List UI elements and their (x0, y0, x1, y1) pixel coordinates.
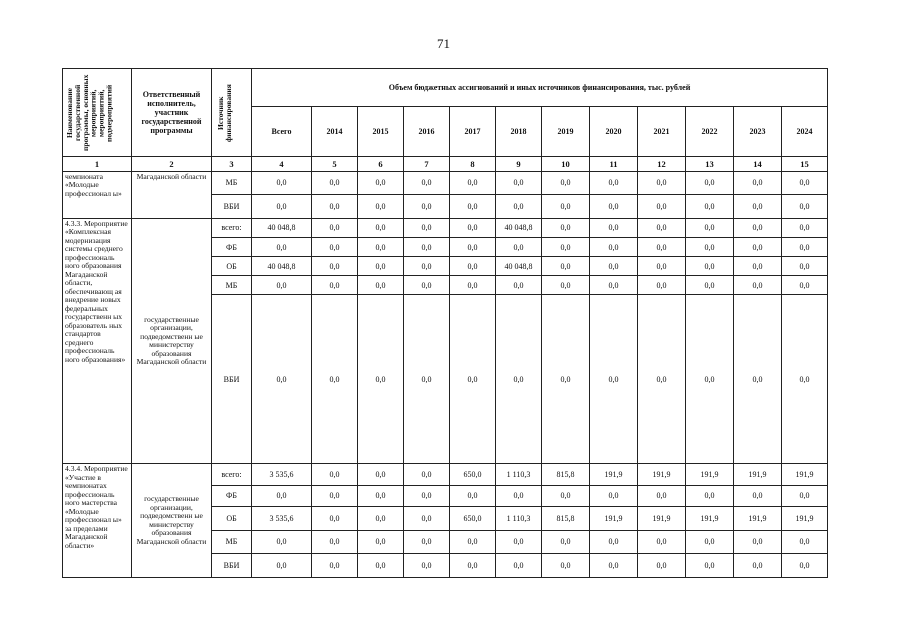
amount-year: 0,0 (590, 295, 638, 464)
amount-total: 0,0 (252, 195, 312, 219)
budget-table (62, 68, 828, 578)
amount-year: 0,0 (312, 195, 358, 219)
amount-year: 0,0 (312, 218, 358, 237)
amount-total: 0,0 (252, 295, 312, 464)
header-year: 2015 (358, 107, 404, 157)
amount-year: 0,0 (542, 238, 590, 257)
amount-year: 0,0 (686, 485, 734, 506)
amount-year: 0,0 (542, 257, 590, 276)
amount-year: 0,0 (496, 530, 542, 554)
header-total: Всего (252, 107, 312, 157)
amount-year: 0,0 (542, 485, 590, 506)
executor: Магаданской области (132, 171, 212, 218)
amount-year: 191,9 (782, 464, 828, 485)
amount-year: 40 048,8 (496, 218, 542, 237)
amount-year: 0,0 (450, 554, 496, 578)
amount-year: 0,0 (590, 276, 638, 295)
column-number: 14 (734, 157, 782, 172)
amount-year: 0,0 (686, 218, 734, 237)
amount-year: 0,0 (542, 171, 590, 195)
column-number: 6 (358, 157, 404, 172)
measure-name: чемпионата «Молодые профессионал ы» (63, 171, 132, 218)
amount-year: 0,0 (542, 295, 590, 464)
amount-year: 0,0 (404, 195, 450, 219)
amount-year: 0,0 (450, 276, 496, 295)
amount-year: 0,0 (404, 218, 450, 237)
amount-year: 0,0 (782, 257, 828, 276)
amount-year: 0,0 (542, 530, 590, 554)
amount-year: 0,0 (638, 295, 686, 464)
amount-year: 0,0 (450, 257, 496, 276)
table-row (63, 218, 828, 237)
amount-year: 815,8 (542, 464, 590, 485)
amount-year: 0,0 (734, 554, 782, 578)
column-number: 12 (638, 157, 686, 172)
amount-year: 0,0 (312, 530, 358, 554)
amount-year: 0,0 (358, 171, 404, 195)
page-number: 71 (437, 36, 450, 51)
amount-year: 1 110,3 (496, 506, 542, 530)
amount-year: 0,0 (358, 257, 404, 276)
funding-source: ВБИ (212, 195, 252, 219)
amount-year: 0,0 (496, 171, 542, 195)
amount-year: 0,0 (358, 295, 404, 464)
funding-source: ФБ (212, 238, 252, 257)
measure-name: 4.3.4. Мероприятие «Участие в чемпионатах профессиональ ного мастерства «Молодые профессионал ы» за пределами Магаданской области» (63, 464, 132, 578)
amount-total: 3 535,6 (252, 464, 312, 485)
amount-year: 0,0 (782, 195, 828, 219)
funding-source: МБ (212, 276, 252, 295)
funding-source: ФБ (212, 485, 252, 506)
funding-source: ВБИ (212, 295, 252, 464)
amount-year: 0,0 (496, 238, 542, 257)
amount-year: 0,0 (686, 238, 734, 257)
amount-year: 0,0 (638, 257, 686, 276)
header-year: 2020 (590, 107, 638, 157)
header-year: 2021 (638, 107, 686, 157)
header-year: 2023 (734, 107, 782, 157)
header-year: 2019 (542, 107, 590, 157)
funding-source: МБ (212, 171, 252, 195)
amount-year: 191,9 (638, 464, 686, 485)
column-number: 1 (63, 157, 132, 172)
amount-year: 1 110,3 (496, 464, 542, 485)
amount-total: 0,0 (252, 276, 312, 295)
amount-year: 0,0 (358, 464, 404, 485)
amount-year: 0,0 (404, 295, 450, 464)
column-number: 15 (782, 157, 828, 172)
amount-year: 0,0 (590, 171, 638, 195)
amount-year: 0,0 (450, 171, 496, 195)
amount-year: 0,0 (734, 238, 782, 257)
column-number: 10 (542, 157, 590, 172)
header-year: 2022 (686, 107, 734, 157)
amount-year: 0,0 (496, 554, 542, 578)
amount-year: 0,0 (358, 554, 404, 578)
amount-year: 191,9 (734, 464, 782, 485)
amount-year: 0,0 (638, 195, 686, 219)
measure-name: 4.3.3. Мероприятие «Комплексная модернизация системы среднего профессиональ ного образования Магаданской области, обеспечивающ ая внедрение новых федеральных государственн ых образователь ных стандартов среднего профессиональ ного образования» (63, 218, 132, 463)
amount-year: 0,0 (312, 171, 358, 195)
column-number-row (63, 157, 828, 172)
amount-year: 191,9 (590, 506, 638, 530)
amount-year: 0,0 (312, 276, 358, 295)
amount-year: 0,0 (734, 276, 782, 295)
amount-year: 815,8 (542, 506, 590, 530)
amount-year: 0,0 (782, 295, 828, 464)
amount-year: 0,0 (312, 257, 358, 276)
amount-year: 0,0 (734, 295, 782, 464)
amount-year: 0,0 (590, 238, 638, 257)
amount-year: 0,0 (638, 238, 686, 257)
amount-year: 0,0 (358, 195, 404, 219)
amount-total: 0,0 (252, 171, 312, 195)
header-source: Источник финансирования (212, 69, 252, 157)
amount-year: 0,0 (404, 276, 450, 295)
amount-year: 191,9 (686, 464, 734, 485)
amount-year: 0,0 (782, 171, 828, 195)
amount-total: 0,0 (252, 238, 312, 257)
amount-year: 0,0 (450, 195, 496, 219)
amount-total: 0,0 (252, 554, 312, 578)
amount-year: 0,0 (590, 257, 638, 276)
amount-year: 0,0 (404, 554, 450, 578)
amount-year: 0,0 (638, 171, 686, 195)
amount-year: 0,0 (312, 295, 358, 464)
amount-year: 0,0 (734, 530, 782, 554)
amount-year: 0,0 (638, 276, 686, 295)
header-year: 2024 (782, 107, 828, 157)
column-number: 4 (252, 157, 312, 172)
amount-year: 0,0 (686, 195, 734, 219)
amount-year: 40 048,8 (496, 257, 542, 276)
amount-year: 0,0 (686, 257, 734, 276)
amount-year: 0,0 (638, 218, 686, 237)
amount-year: 0,0 (496, 276, 542, 295)
amount-year: 0,0 (590, 485, 638, 506)
funding-source: всего: (212, 464, 252, 485)
header-year: 2018 (496, 107, 542, 157)
column-number: 13 (686, 157, 734, 172)
amount-year: 0,0 (358, 506, 404, 530)
amount-year: 0,0 (450, 485, 496, 506)
header-year: 2017 (450, 107, 496, 157)
table-row (63, 171, 828, 195)
amount-year: 0,0 (542, 276, 590, 295)
amount-year: 0,0 (450, 295, 496, 464)
amount-year: 0,0 (404, 464, 450, 485)
amount-year: 0,0 (734, 257, 782, 276)
executor: государственные организации, подведомственн ые министерству образования Магаданской области (132, 464, 212, 578)
funding-source: МБ (212, 530, 252, 554)
amount-year: 0,0 (358, 218, 404, 237)
amount-total: 40 048,8 (252, 218, 312, 237)
amount-year: 191,9 (590, 464, 638, 485)
amount-year: 0,0 (312, 554, 358, 578)
amount-year: 0,0 (358, 238, 404, 257)
header-name: Наименование государственной программы, основных мероприятий, мероприятий, подмероприятий (63, 69, 132, 157)
amount-year: 0,0 (782, 554, 828, 578)
amount-year: 0,0 (358, 485, 404, 506)
column-number: 9 (496, 157, 542, 172)
column-number: 8 (450, 157, 496, 172)
amount-year: 0,0 (450, 530, 496, 554)
amount-year: 0,0 (638, 530, 686, 554)
amount-year: 0,0 (590, 530, 638, 554)
amount-total: 0,0 (252, 485, 312, 506)
amount-year: 650,0 (450, 464, 496, 485)
amount-year: 0,0 (450, 238, 496, 257)
amount-year: 0,0 (404, 171, 450, 195)
amount-year: 0,0 (358, 276, 404, 295)
amount-total: 40 048,8 (252, 257, 312, 276)
amount-year: 0,0 (358, 530, 404, 554)
header-year: 2016 (404, 107, 450, 157)
amount-total: 0,0 (252, 530, 312, 554)
funding-source: ВБИ (212, 554, 252, 578)
amount-year: 0,0 (734, 218, 782, 237)
header-executor: Ответственный исполнитель, участник государственной программы (132, 69, 212, 157)
amount-year: 0,0 (686, 554, 734, 578)
amount-year: 191,9 (734, 506, 782, 530)
amount-year: 191,9 (782, 506, 828, 530)
amount-year: 0,0 (734, 195, 782, 219)
column-number: 3 (212, 157, 252, 172)
header-volume-title: Объем бюджетных ассигнований и иных источников финансирования, тыс. рублей (252, 69, 828, 107)
amount-year: 0,0 (542, 554, 590, 578)
amount-year: 650,0 (450, 506, 496, 530)
amount-year: 0,0 (686, 171, 734, 195)
executor: государственные организации, подведомственн ые министерству образования Магаданской области (132, 218, 212, 463)
amount-year: 0,0 (782, 238, 828, 257)
amount-year: 0,0 (312, 238, 358, 257)
column-number: 2 (132, 157, 212, 172)
table-row (63, 464, 828, 485)
amount-year: 191,9 (686, 506, 734, 530)
amount-year: 0,0 (782, 485, 828, 506)
amount-year: 0,0 (496, 195, 542, 219)
amount-year: 0,0 (686, 530, 734, 554)
amount-year: 0,0 (496, 295, 542, 464)
amount-year: 0,0 (404, 485, 450, 506)
funding-source: всего: (212, 218, 252, 237)
amount-year: 0,0 (404, 506, 450, 530)
amount-year: 0,0 (686, 276, 734, 295)
amount-year: 0,0 (312, 485, 358, 506)
amount-year: 0,0 (686, 295, 734, 464)
amount-year: 0,0 (782, 218, 828, 237)
amount-year: 0,0 (734, 485, 782, 506)
amount-year: 0,0 (312, 464, 358, 485)
amount-year: 0,0 (312, 506, 358, 530)
amount-year: 0,0 (590, 195, 638, 219)
amount-year: 0,0 (496, 485, 542, 506)
column-number: 11 (590, 157, 638, 172)
amount-year: 0,0 (638, 554, 686, 578)
amount-year: 0,0 (542, 218, 590, 237)
header-year: 2014 (312, 107, 358, 157)
amount-year: 0,0 (734, 171, 782, 195)
amount-year: 0,0 (404, 530, 450, 554)
amount-year: 0,0 (542, 195, 590, 219)
amount-year: 0,0 (782, 530, 828, 554)
amount-year: 0,0 (404, 238, 450, 257)
amount-year: 0,0 (404, 257, 450, 276)
funding-source: ОБ (212, 506, 252, 530)
amount-year: 0,0 (590, 218, 638, 237)
column-number: 5 (312, 157, 358, 172)
column-number: 7 (404, 157, 450, 172)
amount-total: 3 535,6 (252, 506, 312, 530)
funding-source: ОБ (212, 257, 252, 276)
amount-year: 0,0 (782, 276, 828, 295)
amount-year: 191,9 (638, 506, 686, 530)
amount-year: 0,0 (450, 218, 496, 237)
amount-year: 0,0 (590, 554, 638, 578)
amount-year: 0,0 (638, 485, 686, 506)
